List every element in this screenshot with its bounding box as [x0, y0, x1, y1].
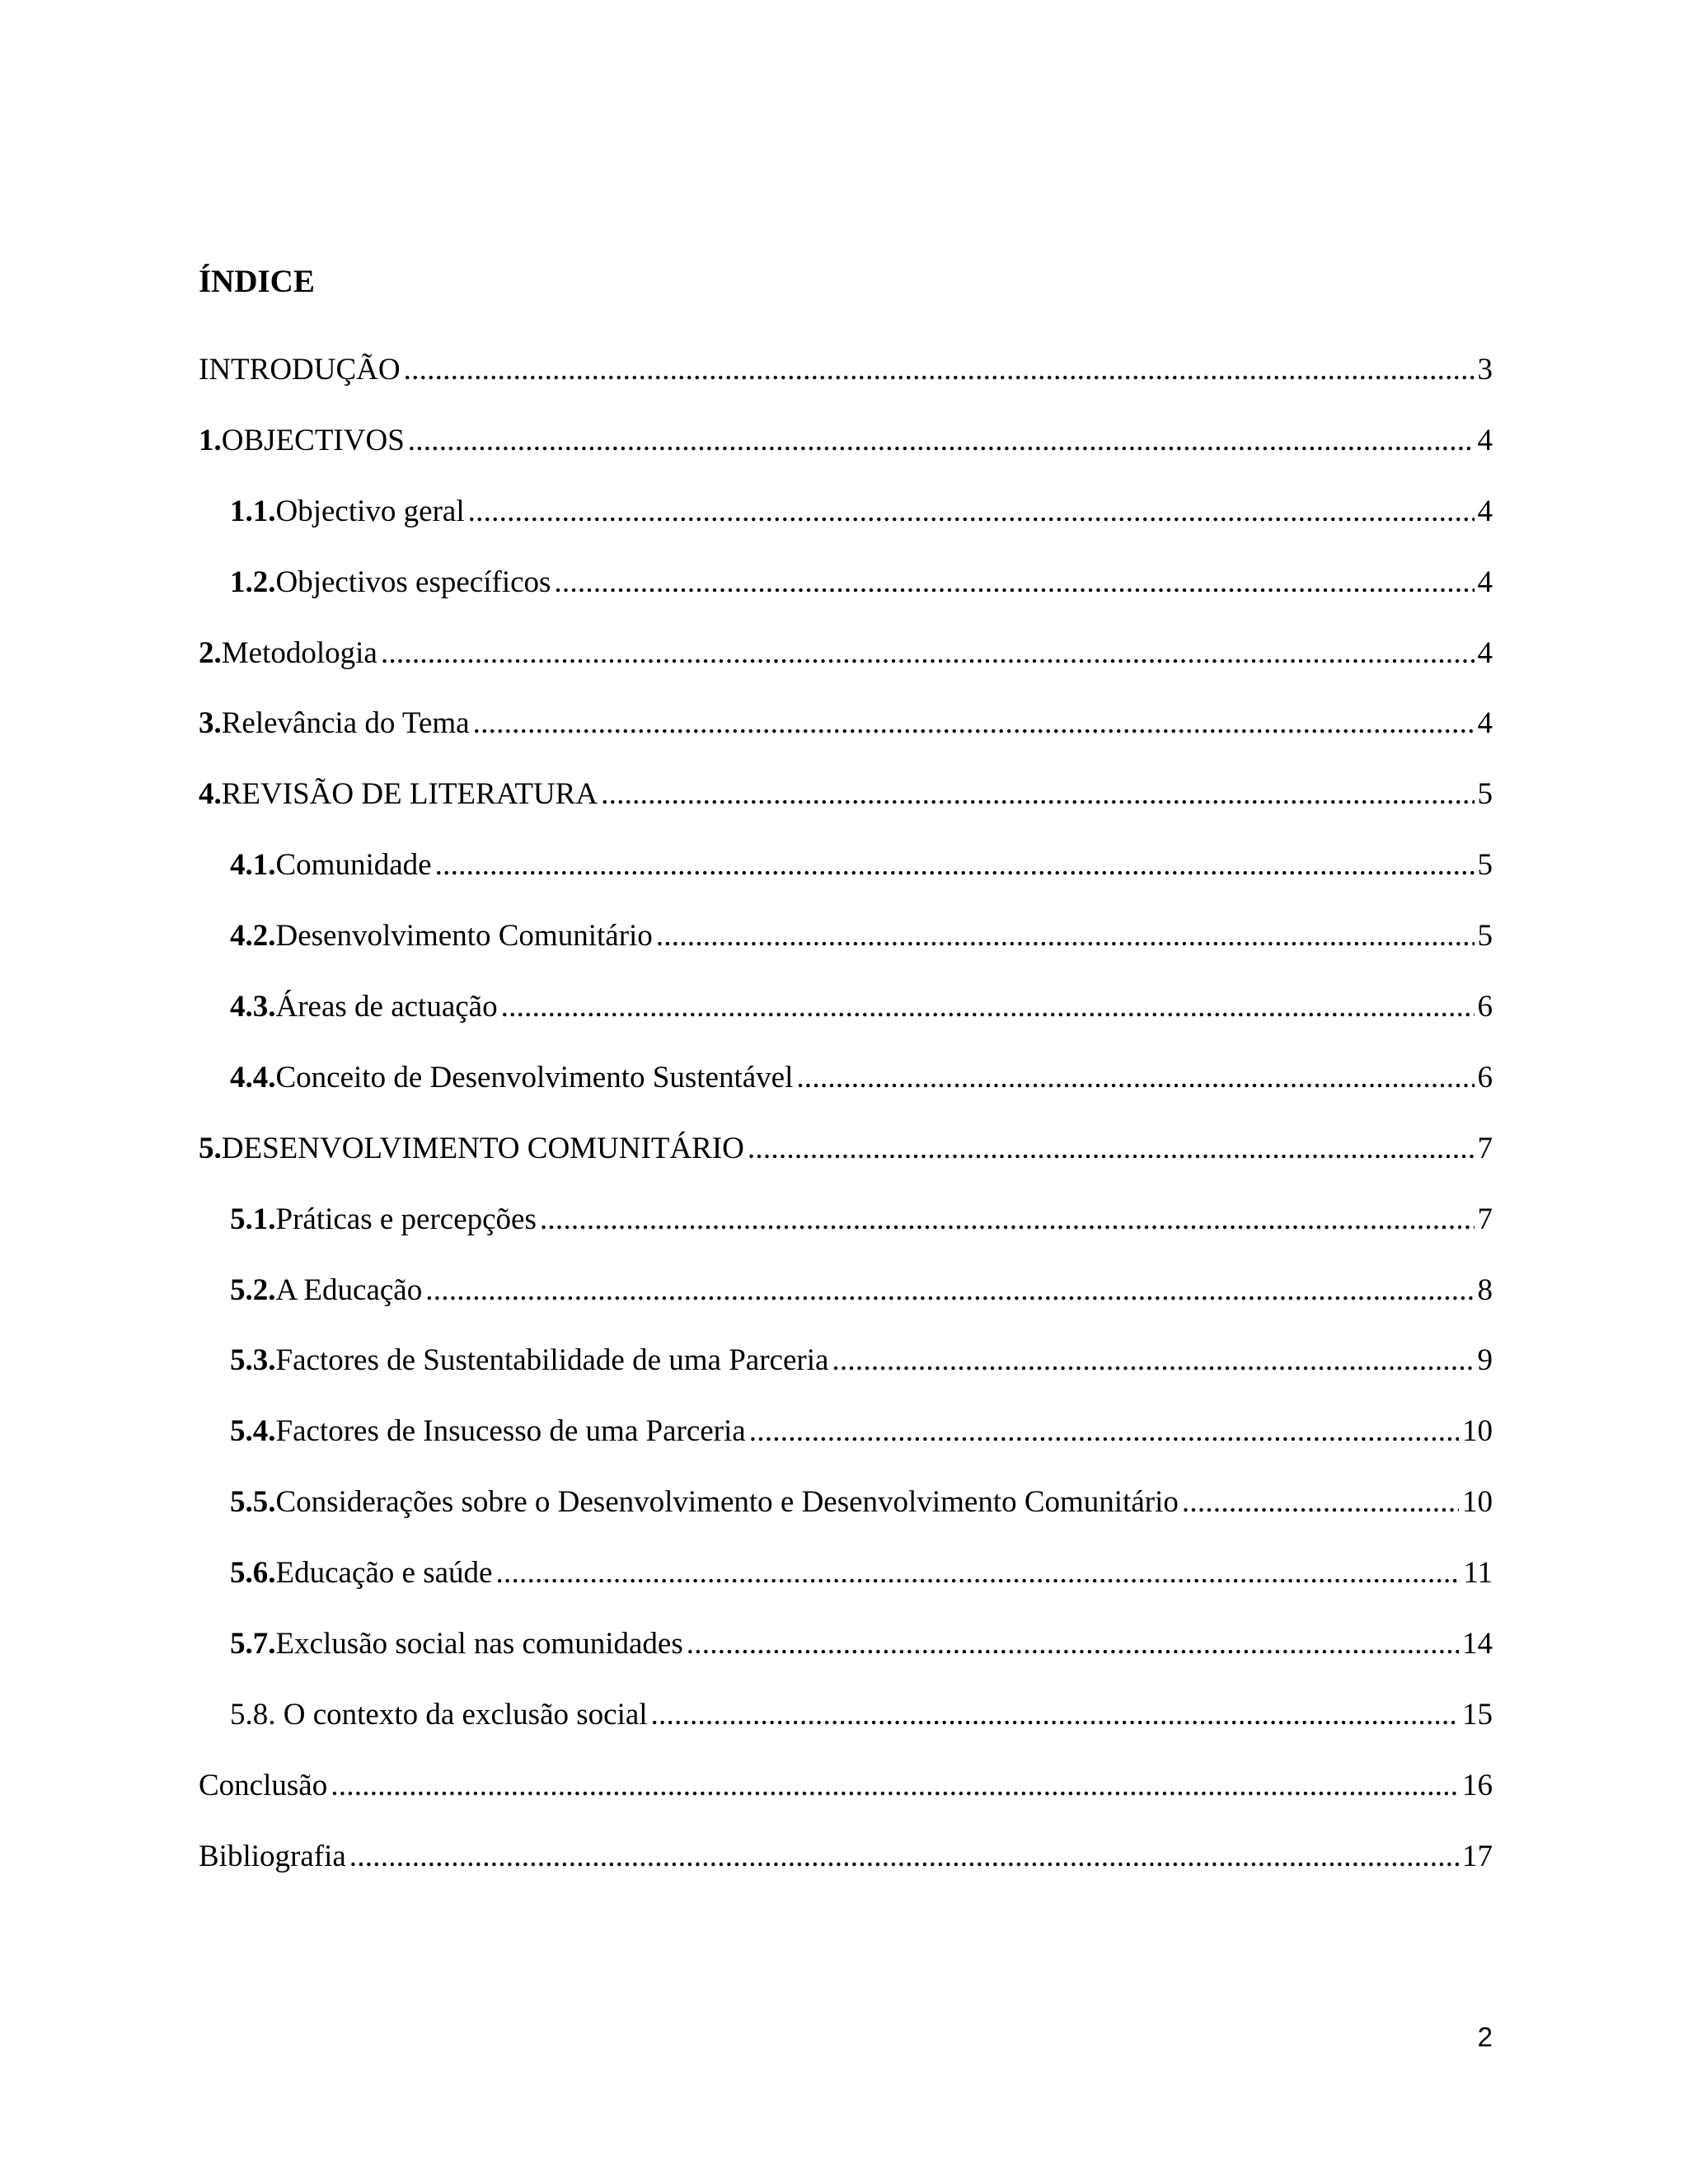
dot-leader: [748, 1129, 1475, 1169]
dot-leader: [749, 1412, 1459, 1451]
page-title: ÍNDICE: [199, 264, 315, 299]
toc-entry-bibliografia[interactable]: [199, 1837, 1493, 1908]
dot-leader: [331, 1766, 1459, 1806]
dot-leader: [435, 846, 1475, 885]
dot-leader: [501, 987, 1475, 1027]
toc-entry-number: 5.6.: [230, 1556, 276, 1591]
toc-entry-number: 4.3.: [230, 990, 276, 1024]
toc-entry-page: 4: [1477, 635, 1493, 670]
page-number: 2: [1477, 2022, 1493, 2052]
toc-entry-number: 5.1.: [230, 1202, 276, 1236]
toc-entry-objectivos[interactable]: [199, 421, 1493, 492]
toc-entry-number: 5.: [199, 1131, 222, 1165]
dot-leader: [1182, 1483, 1459, 1522]
dot-leader: [601, 775, 1474, 814]
toc-entry-introducao[interactable]: [199, 350, 1493, 421]
dot-leader: [832, 1341, 1474, 1380]
dot-leader: [468, 492, 1475, 532]
toc-entry-title: A Educação: [275, 1272, 423, 1307]
toc-entry-number: 5.5.: [230, 1485, 276, 1520]
toc-entry-number: 4.1.: [230, 848, 276, 883]
toc-entry-educacao-e-saude[interactable]: [199, 1554, 1493, 1624]
toc-entry-title: INTRODUÇÃO: [199, 353, 401, 387]
toc-entry-relevancia-do-tema[interactable]: [199, 704, 1493, 775]
toc-entry-page: 5: [1477, 848, 1493, 883]
toc-entry-title: Educação e saúde: [275, 1556, 493, 1591]
toc-entry-objectivos-especificos[interactable]: [199, 563, 1493, 634]
toc-entry-page: 14: [1462, 1627, 1493, 1661]
toc-entry-number: 5.7.: [230, 1627, 276, 1661]
toc-entry-title: Bibliografia: [199, 1839, 346, 1873]
toc-entry-title: Metodologia: [221, 635, 377, 670]
toc-entry-title: Conclusão: [199, 1768, 328, 1802]
toc-entry-page: 7: [1477, 1202, 1493, 1236]
toc-entry-page: 5: [1477, 919, 1493, 954]
toc-entry-title: Factores de Insucesso de uma Parceria: [275, 1414, 746, 1449]
toc-entry-page: 15: [1462, 1697, 1493, 1732]
toc-entry-title: Práticas e percepções: [275, 1202, 537, 1236]
dot-leader: [656, 916, 1475, 956]
toc-entry-metodologia[interactable]: [199, 634, 1493, 705]
toc-entry-page: 16: [1462, 1768, 1493, 1802]
toc-entry-title: Desenvolvimento Comunitário: [275, 919, 653, 954]
dot-leader: [381, 634, 1475, 673]
toc-entry-page: 4: [1477, 706, 1493, 741]
toc-entry-number: 1.2.: [230, 565, 276, 599]
toc-entry-number: 4.2.: [230, 919, 276, 954]
toc-entry-conceito-desenvolvimento-sustentavel[interactable]: [199, 1058, 1493, 1129]
toc-entry-conclusao[interactable]: [199, 1766, 1493, 1837]
toc-entry-revisao-de-literatura[interactable]: [199, 775, 1493, 846]
toc-entry-page: 5: [1477, 777, 1493, 812]
toc-entry-desenvolvimento-comunitario[interactable]: [199, 916, 1493, 987]
dot-leader: [796, 1058, 1474, 1098]
toc-entry-title: Considerações sobre o Desenvolvimento e Desenvolvimento Comunitário: [275, 1485, 1179, 1520]
toc-entry-number: 2.: [199, 635, 222, 670]
table-of-contents: [199, 350, 1493, 1908]
toc-entry-page: 6: [1477, 990, 1493, 1024]
dot-leader: [473, 704, 1475, 743]
toc-entry-page: 10: [1462, 1414, 1493, 1449]
toc-entry-number: 4.: [199, 777, 222, 812]
toc-entry-page: 4: [1477, 494, 1493, 528]
toc-entry-comunidade[interactable]: [199, 846, 1493, 916]
toc-entry-title: Exclusão social nas comunidades: [275, 1627, 683, 1661]
toc-entry-number: 4.4.: [230, 1060, 276, 1094]
toc-entry-page: 9: [1477, 1343, 1493, 1378]
toc-entry-title: DESENVOLVIMENTO COMUNITÁRIO: [221, 1131, 744, 1165]
toc-entry-title: OBJECTIVOS: [221, 423, 405, 457]
toc-entry-page: 11: [1463, 1556, 1493, 1591]
toc-entry-page: 7: [1477, 1131, 1493, 1165]
toc-entry-page: 8: [1477, 1272, 1493, 1307]
toc-entry-factores-de-insucesso[interactable]: [199, 1412, 1493, 1483]
toc-entry-page: 17: [1462, 1839, 1493, 1873]
dot-leader: [687, 1624, 1459, 1664]
toc-entry-title: Conceito de Desenvolvimento Sustentável: [275, 1060, 794, 1094]
toc-entry-page: 4: [1477, 565, 1493, 599]
toc-entry-consideracoes[interactable]: [199, 1483, 1493, 1554]
dot-leader: [404, 350, 1475, 390]
toc-entry-page: 10: [1462, 1485, 1493, 1520]
dot-leader: [651, 1695, 1459, 1735]
toc-entry-number: 5.3.: [230, 1343, 276, 1378]
toc-entry-title: Objectivos específicos: [275, 565, 551, 599]
toc-entry-number: 5.4.: [230, 1414, 276, 1449]
toc-entry-title: Objectivo geral: [275, 494, 465, 528]
dot-leader: [408, 421, 1475, 461]
dot-leader: [540, 1200, 1475, 1240]
dot-leader: [495, 1554, 1460, 1593]
toc-entry-number: 1.: [199, 423, 222, 457]
toc-entry-objectivo-geral[interactable]: [199, 492, 1493, 563]
toc-entry-page: 4: [1477, 423, 1493, 457]
toc-entry-page: 3: [1477, 353, 1493, 387]
dot-leader: [349, 1837, 1459, 1877]
toc-entry-title: REVISÃO DE LITERATURA: [221, 777, 598, 812]
dot-leader: [425, 1271, 1474, 1310]
toc-entry-title: Áreas de actuação: [275, 990, 498, 1024]
toc-entry-page: 6: [1477, 1060, 1493, 1094]
toc-entry-exclusao-social-comunidades[interactable]: [199, 1624, 1493, 1695]
toc-entry-number: 1.1.: [230, 494, 276, 528]
toc-entry-desenvolvimento-comunitario-section[interactable]: [199, 1129, 1493, 1200]
toc-entry-number: 3.: [199, 706, 222, 741]
toc-entry-title: Factores de Sustentabilidade de uma Parceria: [275, 1343, 829, 1378]
toc-entry-title: Comunidade: [275, 848, 432, 883]
toc-entry-title: Relevância do Tema: [221, 706, 470, 741]
toc-entry-number: 5.2.: [230, 1272, 276, 1307]
dot-leader: [554, 563, 1474, 602]
toc-entry-areas-de-actuacao[interactable]: [199, 987, 1493, 1058]
toc-entry-a-educacao[interactable]: [199, 1271, 1493, 1342]
toc-entry-factores-de-sustentabilidade[interactable]: [199, 1341, 1493, 1412]
toc-entry-title: 5.8. O contexto da exclusão social: [230, 1697, 648, 1732]
toc-entry-praticas-e-percepcoes[interactable]: [199, 1200, 1493, 1271]
toc-entry-contexto-exclusao-social[interactable]: [199, 1695, 1493, 1766]
